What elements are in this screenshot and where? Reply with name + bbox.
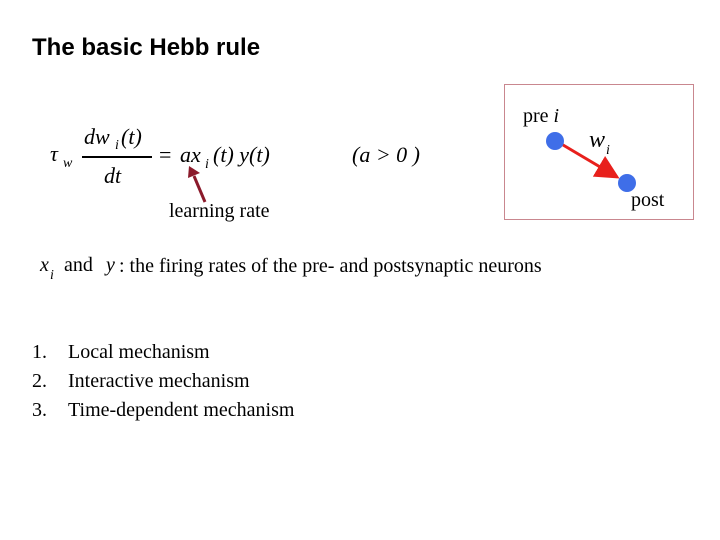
numerator-t: (t) xyxy=(121,124,142,149)
list-item: 2. Interactive mechanism xyxy=(32,370,250,392)
x-symbol: x xyxy=(40,254,49,276)
list-item: 3. Time-dependent mechanism xyxy=(32,399,295,421)
numerator-subscript: i xyxy=(115,138,119,153)
synapse-diagram xyxy=(504,84,694,220)
tau-subscript: w xyxy=(63,156,73,171)
x-subscript: i xyxy=(50,268,54,283)
mechanism-list xyxy=(32,338,294,425)
fraction-bar xyxy=(82,156,152,158)
rhs-subscript: i xyxy=(205,157,209,172)
tau-symbol: τ xyxy=(50,141,58,166)
weight-symbol: w xyxy=(589,127,606,153)
definition-text: : the firing rates of the pre- and postsynaptic neurons xyxy=(119,255,542,277)
weight-subscript: i xyxy=(606,143,610,158)
pre-label: pre i xyxy=(523,105,560,127)
rhs-ax: ax xyxy=(180,142,201,167)
y-symbol: y xyxy=(106,254,115,276)
rhs-rest: (t) y(t) xyxy=(213,142,270,167)
list-item: 1. Local mechanism xyxy=(32,341,210,363)
post-label: post xyxy=(631,189,665,211)
slide-title: The basic Hebb rule xyxy=(32,34,261,61)
and-word: and xyxy=(64,254,93,276)
equals-sign: = xyxy=(159,142,172,167)
pre-neuron xyxy=(546,132,564,150)
learning-rate-label: learning rate xyxy=(169,200,270,222)
denominator: dt xyxy=(104,163,122,188)
numerator-dw: dw xyxy=(84,124,110,149)
condition: (a > 0 ) xyxy=(352,142,420,167)
